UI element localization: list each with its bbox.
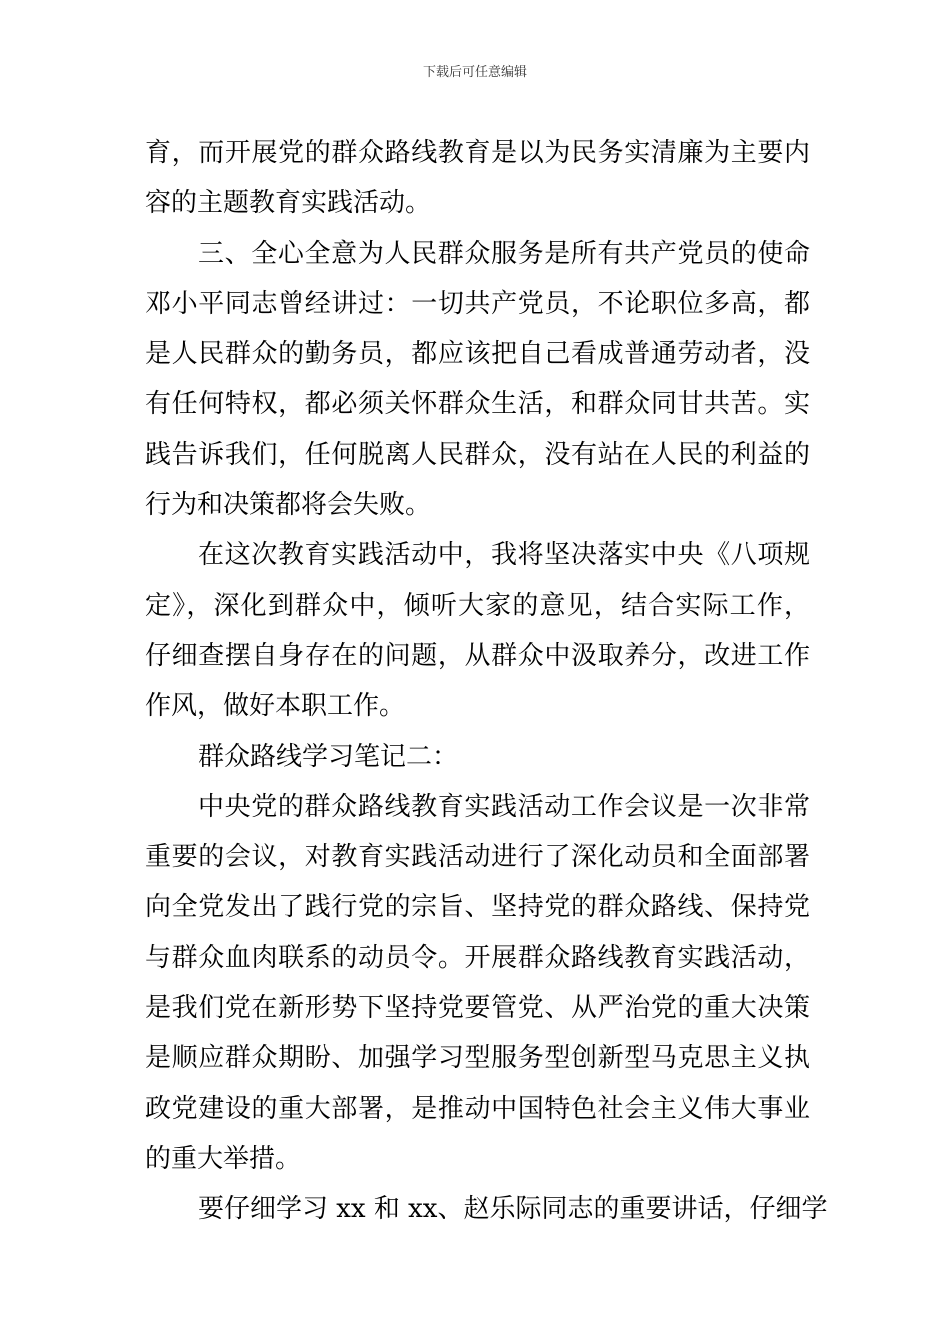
document-body [145, 128, 828, 1235]
text-line: 作风，做好本职工作。 [145, 691, 406, 722]
text-line: 是顺应群众期盼、加强学习型服务型创新型马克思主义执 [145, 1043, 810, 1074]
page-header-caption: 下载后可任意编辑 [422, 65, 527, 80]
text-line: 要仔细学习 xx 和 xx、赵乐际同志的重要讲话，仔细学 [198, 1194, 828, 1225]
text-line: 向全党发出了践行党的宗旨、坚持党的群众路线、保持党 [145, 892, 810, 923]
text-line: 容的主题教育实践活动。 [145, 188, 432, 219]
text-line: 定》，深化到群众中，倾听大家的意见，结合实际工作， [145, 590, 810, 621]
text-line: 践告诉我们，任何脱离人民群众，没有站在人民的利益的 [145, 439, 810, 470]
text-line: 邓小平同志曾经讲过：一切共产党员，不论职位多高，都 [145, 288, 810, 319]
text-line: 有任何特权，都必须关怀群众生活，和群众同甘共苦。实 [145, 389, 810, 420]
text-line: 仔细查摆自身存在的问题，从群众中汲取养分，改进工作 [145, 640, 810, 671]
text-line: 在这次教育实践活动中，我将坚决落实中央《八项规 [198, 540, 810, 571]
section-heading: 三、全心全意为人民群众服务是所有共产党员的使命 [198, 238, 810, 269]
text-line: 重要的会议，对教育实践活动进行了深化动员和全面部署 [145, 842, 810, 873]
text-line: 的重大举措。 [145, 1143, 302, 1174]
notes-subtitle: 群众路线学习笔记二： [198, 741, 459, 772]
text-line: 政党建设的重大部署，是推动中国特色社会主义伟大事业 [145, 1093, 810, 1124]
text-line: 是我们党在新形势下坚持党要管党、从严治党的重大决策 [145, 993, 810, 1024]
text-line: 育，而开展党的群众路线教育是以为民务实清廉为主要内 [145, 138, 810, 168]
text-line: 是人民群众的勤务员，都应该把自己看成普通劳动者，没 [145, 339, 810, 370]
text-line: 与群众血肉联系的动员令。开展群众路线教育实践活动， [145, 942, 810, 973]
text-line: 行为和决策都将会失败。 [145, 490, 432, 521]
text-line: 中央党的群众路线教育实践活动工作会议是一次非常 [198, 791, 810, 822]
